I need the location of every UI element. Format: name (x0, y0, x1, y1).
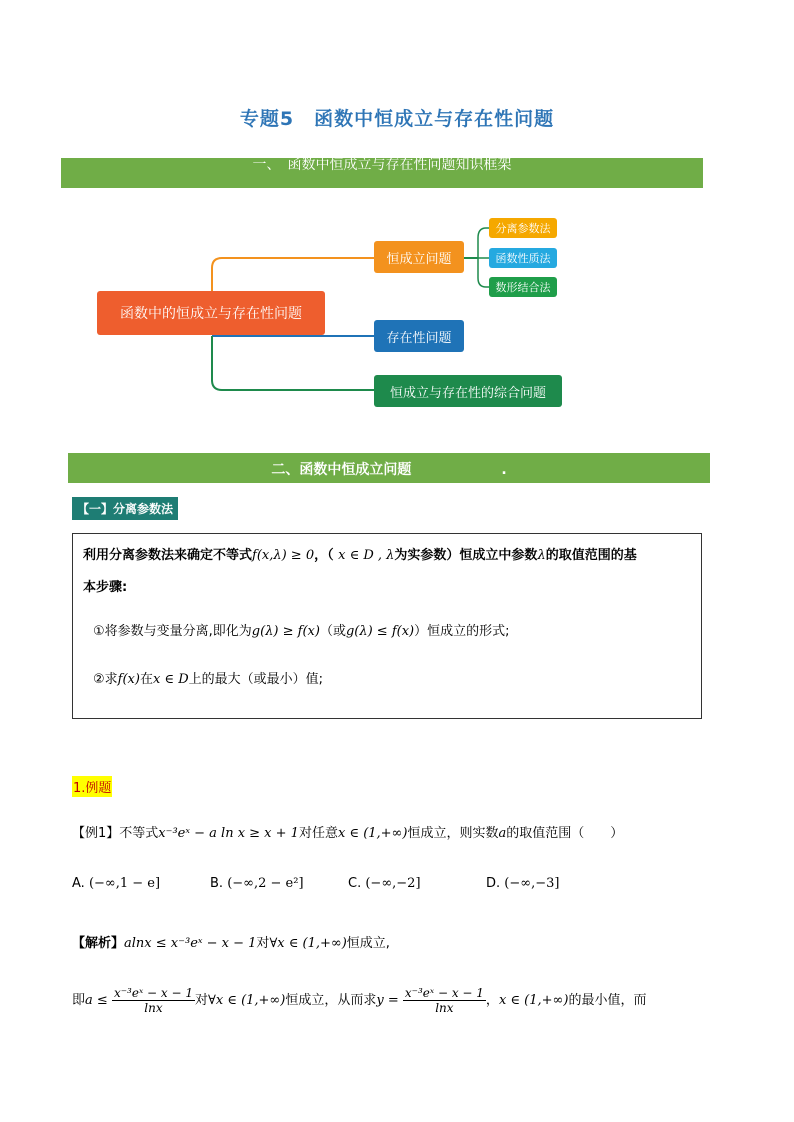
option-d: D. (−∞,−3] (486, 876, 560, 891)
mindmap-leaf-shuxing: 数形结合法 (489, 277, 557, 297)
method-step-2: ②求f(x)在x ∈ D上的最大（或最小）值; (93, 672, 324, 687)
option-b: B. (−∞,2 − e²] (210, 876, 304, 891)
fraction: $\frac{\text{x⁻³eˣ − x − 1}}{\ln x}$ (113, 986, 193, 1015)
method-box (72, 533, 702, 719)
solution-line-2: 即a ≤ $\frac{\text{x⁻³eˣ − x − 1}}{\ln x}$ 对∀x ∈ (1,+∞)恒成立，从而求y = $\frac{\text{x⁻³eˣ − x − 1}}{\ln x}$ ，x ∈ (1,+∞)的最小值，而 (72, 986, 647, 1015)
page-title: 专题5 函数中恒成立与存在性问题 (239, 108, 555, 130)
option-c: C. (−∞,−2] (348, 876, 421, 891)
mindmap-leaf-xingzhi: 函数性质法 (489, 248, 557, 268)
mindmap-root: 函数中的恒成立与存在性问题 (97, 291, 325, 335)
section-header-hengchengli (68, 453, 710, 483)
method-line-2: 本步骤: (83, 580, 128, 595)
mindmap-branch-cunzaixing: 存在性问题 (374, 320, 464, 352)
option-a: A. (−∞,1 − e] (72, 876, 161, 891)
mindmap-branch-hengchengli: 恒成立问题 (374, 241, 464, 273)
subsection-tag: 【一】分离参数法 (72, 497, 178, 520)
mindmap-leaf-fenli: 分离参数法 (489, 218, 557, 238)
example-heading: 1.例题 (72, 776, 112, 797)
mindmap-branch-zonghe: 恒成立与存在性的综合问题 (374, 375, 562, 407)
solution-line-1: 【解析】alnx ≤ x⁻³eˣ − x − 1对∀x ∈ (1,+∞)恒成立, (72, 936, 390, 951)
fraction: $\frac{\text{x⁻³eˣ − x − 1}}{\ln x}$ (404, 986, 484, 1015)
section-header-text: 一、 函数中恒成立与存在性问题知识框架 (252, 157, 512, 173)
method-step-1: ①将参数与变量分离,即化为g(λ) ≥ f(x)（或g(λ) ≤ f(x)）恒成立的形式; (93, 624, 510, 639)
section-header-text: 二、函数中恒成立问题 . (271, 462, 507, 478)
mindmap-connectors (0, 0, 794, 440)
example-1-question: 【例1】不等式x⁻³eˣ − a ln x ≥ x + 1对任意x ∈ (1,+∞)恒成立，则实数a的取值范围（ ） (72, 826, 624, 841)
method-line-1: 利用分离参数法来确定不等式f(x,λ) ≥ 0，（ x ∈ D , λ为实参数）恒成立中参数λ的取值范围的基 (83, 548, 637, 563)
